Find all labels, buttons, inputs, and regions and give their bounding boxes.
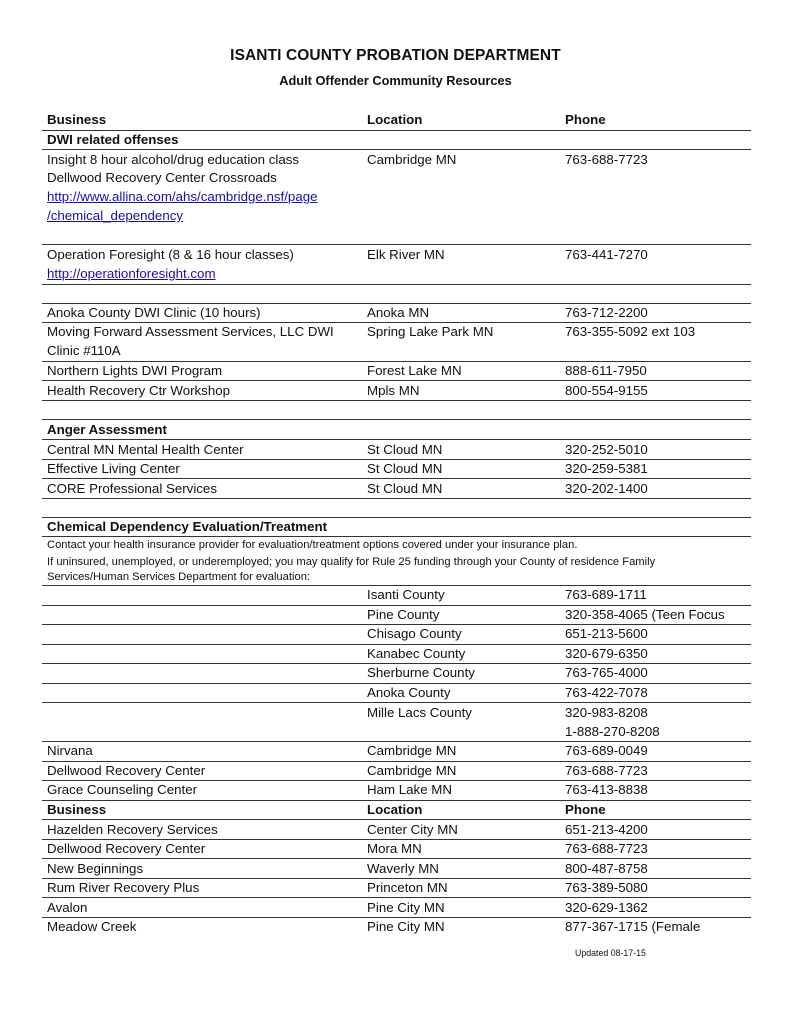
location-text: Spring Lake Park MN bbox=[367, 324, 494, 339]
business-name: Grace Counseling Center bbox=[47, 782, 198, 797]
county-name: Sherburne County bbox=[367, 665, 475, 680]
business-name: New Beginnings bbox=[47, 861, 144, 876]
table-rule bbox=[42, 284, 751, 285]
phone-number: 320-983-8208 bbox=[565, 705, 648, 720]
table-rule bbox=[42, 380, 751, 381]
column-header-phone: Phone bbox=[565, 802, 606, 817]
phone-number: 763-689-0049 bbox=[565, 743, 648, 758]
location-text: Cambridge MN bbox=[367, 743, 457, 758]
page-subtitle: Adult Offender Community Resources bbox=[279, 73, 512, 88]
business-name: Meadow Creek bbox=[47, 919, 137, 934]
phone-number: 763-765-4000 bbox=[565, 665, 648, 680]
business-name: CORE Professional Services bbox=[47, 481, 217, 496]
website-link[interactable]: http://www.allina.com/ahs/cambridge.nsf/page bbox=[47, 189, 318, 204]
business-name: Hazelden Recovery Services bbox=[47, 822, 218, 837]
location-text: Anoka MN bbox=[367, 305, 430, 320]
page-title: ISANTI COUNTY PROBATION DEPARTMENT bbox=[230, 47, 561, 64]
business-name: Operation Foresight (8 & 16 hour classes) bbox=[47, 247, 294, 262]
phone-number: 800-487-8758 bbox=[565, 861, 648, 876]
location-text: St Cloud MN bbox=[367, 481, 443, 496]
location-text: Forest Lake MN bbox=[367, 363, 462, 378]
business-name: Nirvana bbox=[47, 743, 93, 758]
business-name: Dellwood Recovery Center bbox=[47, 841, 206, 856]
phone-number: 320-202-1400 bbox=[565, 481, 648, 496]
location-text: St Cloud MN bbox=[367, 442, 443, 457]
column-header-phone: Phone bbox=[565, 112, 606, 127]
location-text: Pine City MN bbox=[367, 919, 445, 934]
updated-date: Updated 08-17-15 bbox=[575, 948, 646, 958]
location-text: Elk River MN bbox=[367, 247, 445, 262]
table-rule bbox=[42, 702, 751, 703]
phone-number: 877-367-1715 (Female bbox=[565, 919, 701, 934]
location-text: Waverly MN bbox=[367, 861, 439, 876]
phone-number: 320-629-1362 bbox=[565, 900, 648, 915]
table-rule bbox=[42, 419, 751, 420]
phone-number: 320-358-4065 (Teen Focus bbox=[565, 607, 725, 622]
section-title-chemical: Chemical Dependency Evaluation/Treatment bbox=[47, 519, 328, 534]
business-name: Rum River Recovery Plus bbox=[47, 880, 200, 895]
location-text: Mora MN bbox=[367, 841, 422, 856]
phone-number: 651-213-5600 bbox=[565, 626, 648, 641]
website-link[interactable]: /chemical_dependency bbox=[47, 208, 184, 223]
table-rule bbox=[42, 244, 751, 245]
table-rule bbox=[42, 149, 751, 150]
business-name: Health Recovery Ctr Workshop bbox=[47, 383, 231, 398]
phone-number: 763-712-2200 bbox=[565, 305, 648, 320]
table-rule bbox=[42, 897, 751, 898]
phone-number: 763-422-7078 bbox=[565, 685, 648, 700]
location-text: Ham Lake MN bbox=[367, 782, 452, 797]
county-name: Mille Lacs County bbox=[367, 705, 472, 720]
table-rule bbox=[42, 819, 751, 820]
business-name: Dellwood Recovery Center bbox=[47, 763, 206, 778]
table-rule bbox=[42, 478, 751, 479]
location-text: Cambridge MN bbox=[367, 763, 457, 778]
phone-number: 763-413-8838 bbox=[565, 782, 648, 797]
location-text: Cambridge MN bbox=[367, 152, 457, 167]
location-text: Princeton MN bbox=[367, 880, 448, 895]
table-rule bbox=[42, 439, 751, 440]
county-name: Anoka County bbox=[367, 685, 451, 700]
instruction-note: If uninsured, unemployed, or underemployed; you may qualify for Rule 25 funding through your County of residence Family bbox=[47, 556, 656, 568]
phone-number: 763-688-7723 bbox=[565, 152, 648, 167]
business-name: Anoka County DWI Clinic (10 hours) bbox=[47, 305, 261, 320]
section-title-dwi: DWI related offenses bbox=[47, 132, 179, 147]
instruction-note: Services/Human Services Department for evaluation: bbox=[47, 571, 311, 583]
phone-number: 651-213-4200 bbox=[565, 822, 648, 837]
column-header-business: Business bbox=[47, 802, 107, 817]
column-header-location: Location bbox=[367, 112, 423, 127]
table-rule bbox=[42, 858, 751, 859]
phone-number: 763-389-5080 bbox=[565, 880, 648, 895]
county-name: Chisago County bbox=[367, 626, 462, 641]
column-header-location: Location bbox=[367, 802, 423, 817]
section-title-anger: Anger Assessment bbox=[47, 422, 167, 437]
phone-number: 763-441-7270 bbox=[565, 247, 648, 262]
county-name: Pine County bbox=[367, 607, 440, 622]
table-rule bbox=[42, 536, 751, 537]
business-name: Northern Lights DWI Program bbox=[47, 363, 223, 378]
business-name: Effective Living Center bbox=[47, 461, 180, 476]
business-name: Insight 8 hour alcohol/drug education class bbox=[47, 152, 300, 167]
phone-number: 888-611-7950 bbox=[565, 363, 647, 378]
phone-number: 763-689-1711 bbox=[565, 587, 647, 602]
phone-number: 800-554-9155 bbox=[565, 383, 648, 398]
business-name: Dellwood Recovery Center Crossroads bbox=[47, 170, 277, 185]
business-name: Central MN Mental Health Center bbox=[47, 442, 244, 457]
location-text: St Cloud MN bbox=[367, 461, 443, 476]
business-name-continued: Clinic #110A bbox=[47, 343, 121, 358]
website-link[interactable]: http://operationforesight.com bbox=[47, 266, 216, 281]
location-text: Pine City MN bbox=[367, 900, 445, 915]
location-text: Mpls MN bbox=[367, 383, 420, 398]
phone-number: 763-688-7723 bbox=[565, 763, 648, 778]
county-name: Kanabec County bbox=[367, 646, 466, 661]
county-name: Isanti County bbox=[367, 587, 445, 602]
phone-number-alternate: 1-888-270-8208 bbox=[565, 724, 660, 739]
business-name: Avalon bbox=[47, 900, 88, 915]
table-rule bbox=[42, 498, 751, 499]
phone-number: 763-355-5092 ext 103 bbox=[565, 324, 696, 339]
phone-number: 763-688-7723 bbox=[565, 841, 648, 856]
table-rule bbox=[42, 400, 751, 401]
business-name: Moving Forward Assessment Services, LLC DWI bbox=[47, 324, 334, 339]
instruction-note: Contact your health insurance provider for evaluation/treatment options covered under your insurance plan. bbox=[47, 539, 578, 551]
location-text: Center City MN bbox=[367, 822, 458, 837]
phone-number: 320-679-6350 bbox=[565, 646, 648, 661]
phone-number: 320-259-5381 bbox=[565, 461, 648, 476]
phone-number: 320-252-5010 bbox=[565, 442, 648, 457]
column-header-business: Business bbox=[47, 112, 107, 127]
